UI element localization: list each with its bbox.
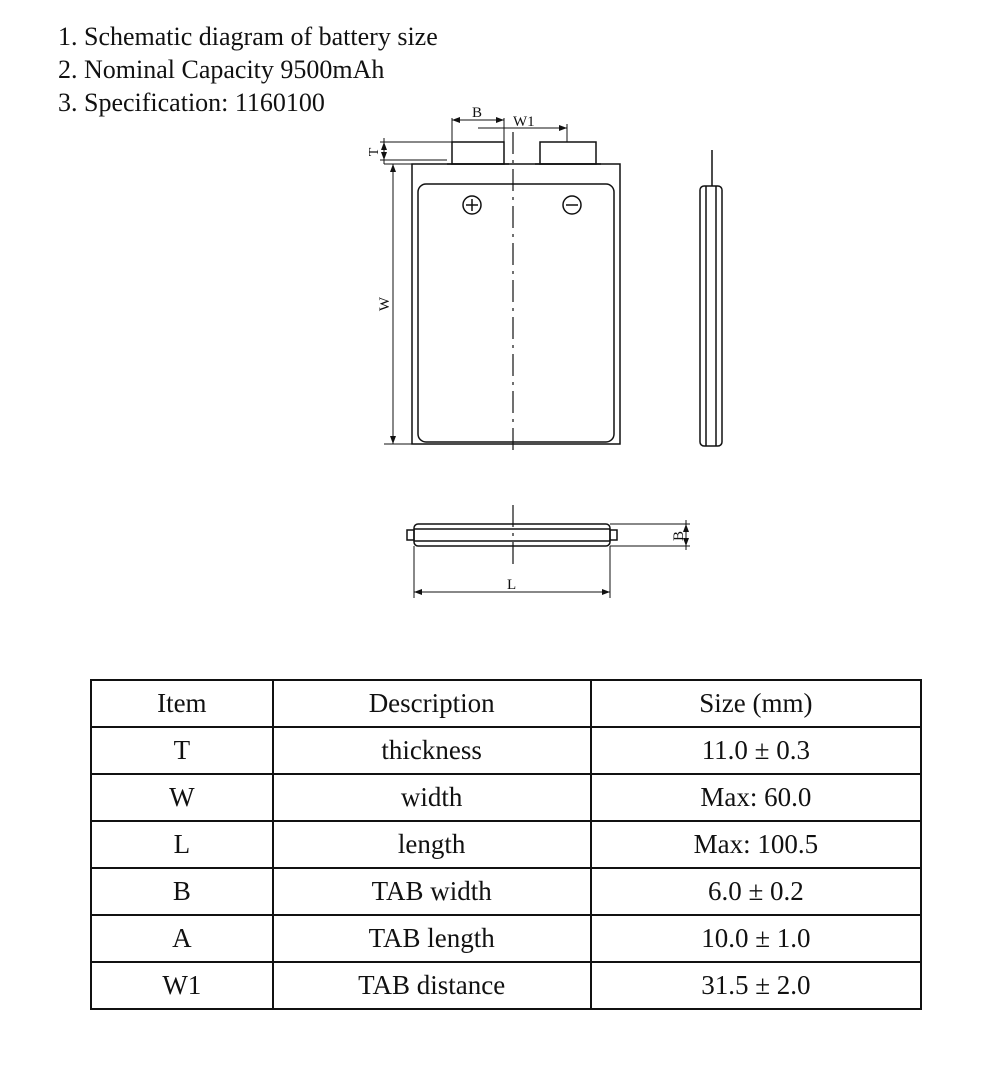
header-line-capacity: 2. Nominal Capacity 9500mAh	[58, 55, 385, 84]
label-b-top: B	[472, 105, 483, 121]
header-item: Item	[91, 680, 273, 727]
cell-item: L	[91, 821, 273, 868]
cell-size: Max: 100.5	[591, 821, 921, 868]
table-row	[91, 868, 921, 915]
cell-size: 11.0 ± 0.3	[591, 727, 921, 774]
table-row	[91, 821, 921, 868]
cell-size: 6.0 ± 0.2	[591, 868, 921, 915]
cell-item: W	[91, 774, 273, 821]
cell-description: length	[273, 821, 591, 868]
cell-size: Max: 60.0	[591, 774, 921, 821]
cell-description: TAB distance	[273, 962, 591, 1009]
cell-item: W1	[91, 962, 273, 1009]
cell-size: 10.0 ± 1.0	[591, 915, 921, 962]
battery-side-view	[700, 150, 722, 446]
dimension-t	[380, 138, 452, 164]
cell-size: 31.5 ± 2.0	[591, 962, 921, 1009]
header-size: Size (mm)	[591, 680, 921, 727]
header-description: Description	[273, 680, 591, 727]
table-row	[91, 774, 921, 821]
header-line-schematic: 1. Schematic diagram of battery size	[58, 22, 438, 51]
positive-tab	[452, 142, 504, 164]
label-l: L	[507, 577, 517, 593]
negative-tab	[540, 142, 596, 164]
table-row	[91, 915, 921, 962]
cell-item: B	[91, 868, 273, 915]
label-t: T	[367, 147, 382, 157]
cell-body-outer	[412, 164, 620, 444]
cell-description: thickness	[273, 727, 591, 774]
cell-item: T	[91, 727, 273, 774]
label-b-side: B	[671, 530, 687, 542]
cell-description: width	[273, 774, 591, 821]
cell-description: TAB width	[273, 868, 591, 915]
label-w1: W1	[513, 114, 535, 130]
battery-dimension-table	[90, 679, 922, 1010]
label-w: W	[377, 296, 393, 312]
battery-bottom-view	[407, 505, 617, 568]
table-row	[91, 962, 921, 1009]
header-line-specification: 3. Specification: 1160100	[58, 88, 325, 117]
cell-description: TAB length	[273, 915, 591, 962]
table-row	[91, 727, 921, 774]
cell-body-inner	[418, 184, 614, 442]
cell-item: A	[91, 915, 273, 962]
table-header-row	[91, 680, 921, 727]
